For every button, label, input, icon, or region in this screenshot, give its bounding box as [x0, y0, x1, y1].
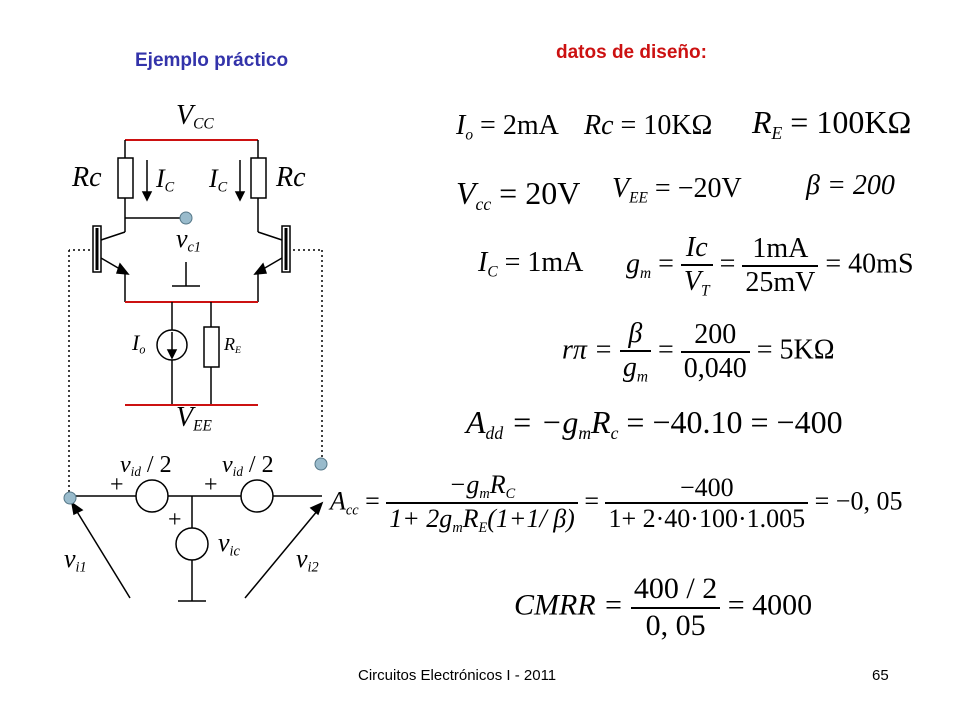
eq-beta: β = 200	[806, 170, 895, 201]
acc-fraction-2: $\frac{-400}{1+ 2\cdot 40\cdot 100\cdot 1.005}$	[605, 473, 808, 535]
vi1-label: $v_{i1}$	[64, 544, 87, 576]
plus-sign-right: +	[204, 472, 218, 498]
eq-rc: Rc = 10KΩ	[584, 110, 713, 141]
vi1-terminal	[64, 492, 76, 504]
slide-title-right: datos de diseño:	[556, 42, 707, 63]
rc-right-label: Rc	[276, 162, 306, 193]
ic-right-label: $I_C$	[209, 164, 228, 196]
vid-left-label: $v_{id} / 2$	[120, 452, 172, 479]
gm-fraction-1: $\frac{Ic}{V_T}$	[681, 232, 713, 300]
vic-label: $v_{ic}$	[218, 528, 240, 560]
rc-right-resistor	[251, 158, 266, 198]
io-label: $I_o$	[132, 330, 146, 357]
eq-io: $I_o = 2mA$	[456, 110, 559, 144]
rc-left-resistor	[118, 158, 133, 198]
page-number: 65	[872, 667, 889, 684]
slide-footer: Circuitos Electrónicos I - 2011	[358, 667, 557, 684]
eq-vee: $V_{EE} = -20V$	[612, 173, 742, 207]
vi2-terminal	[315, 458, 327, 470]
vi2-label: $v_{i2}$	[296, 544, 319, 576]
gm-fraction-2: $\frac{1mA}{25mV}$	[742, 233, 818, 299]
eq-cmrr: CMRR = $\frac{400 / 2}{0, 05}$ = 4000	[514, 572, 813, 642]
ic-left-label: $I_C$	[156, 164, 175, 196]
rc-left-label: Rc	[72, 162, 102, 193]
plus-sign-left: +	[110, 472, 124, 498]
acc-fraction-1: $\frac{-g_mR_C}{1+ 2g_mR_E(1+1/ \beta)}$	[386, 470, 578, 537]
eq-ic: $I_C = 1mA$	[478, 247, 584, 281]
eq-gm: $g_m$ = $\frac{Ic}{V_T}$ = $\frac{1mA}{25mV}$ = 40mS	[626, 232, 914, 300]
re-label: $R_E$	[224, 334, 242, 356]
vc1-label: $v_{c1}$	[176, 224, 202, 256]
slide-title-left: Ejemplo práctico	[135, 50, 289, 71]
eq-vcc: $V_{cc} = 20V$	[456, 175, 581, 215]
plus-sign-vic: +	[168, 507, 182, 533]
vee-label: $V_{EE}$	[176, 402, 212, 435]
vcc-label: $V_{CC}$	[176, 100, 214, 133]
vc1-terminal	[180, 212, 192, 224]
eq-rpi: rπ = $\frac{\beta}{g_m}$ = $\frac{200}{0,040}$ = 5KΩ	[562, 318, 835, 386]
cmrr-fraction: $\frac{400 / 2}{0, 05}$	[631, 572, 720, 643]
vid-right-label: $v_{id} / 2$	[222, 452, 274, 479]
vid-left-source	[136, 480, 168, 512]
eq-add: $A_{dd} = -g_mR_c = -40.10 = -400$	[466, 404, 843, 444]
rpi-fraction-2: $\frac{200}{0,040}$	[681, 319, 750, 385]
eq-re: $R_E = 100K\Omega$	[752, 104, 912, 144]
rpi-fraction-1: $\frac{\beta}{g_m}$	[620, 318, 651, 386]
eq-acc: $A_{cc}$ = $\frac{-g_mR_C}{1+ 2g_mR_E(1+1/ \beta)}$ = $\frac{-400}{1+ 2\cdot 40\cdot 100\cdot 1.005}$ = −0, 05	[330, 470, 903, 537]
vid-right-source	[241, 480, 273, 512]
re-resistor	[204, 327, 219, 367]
